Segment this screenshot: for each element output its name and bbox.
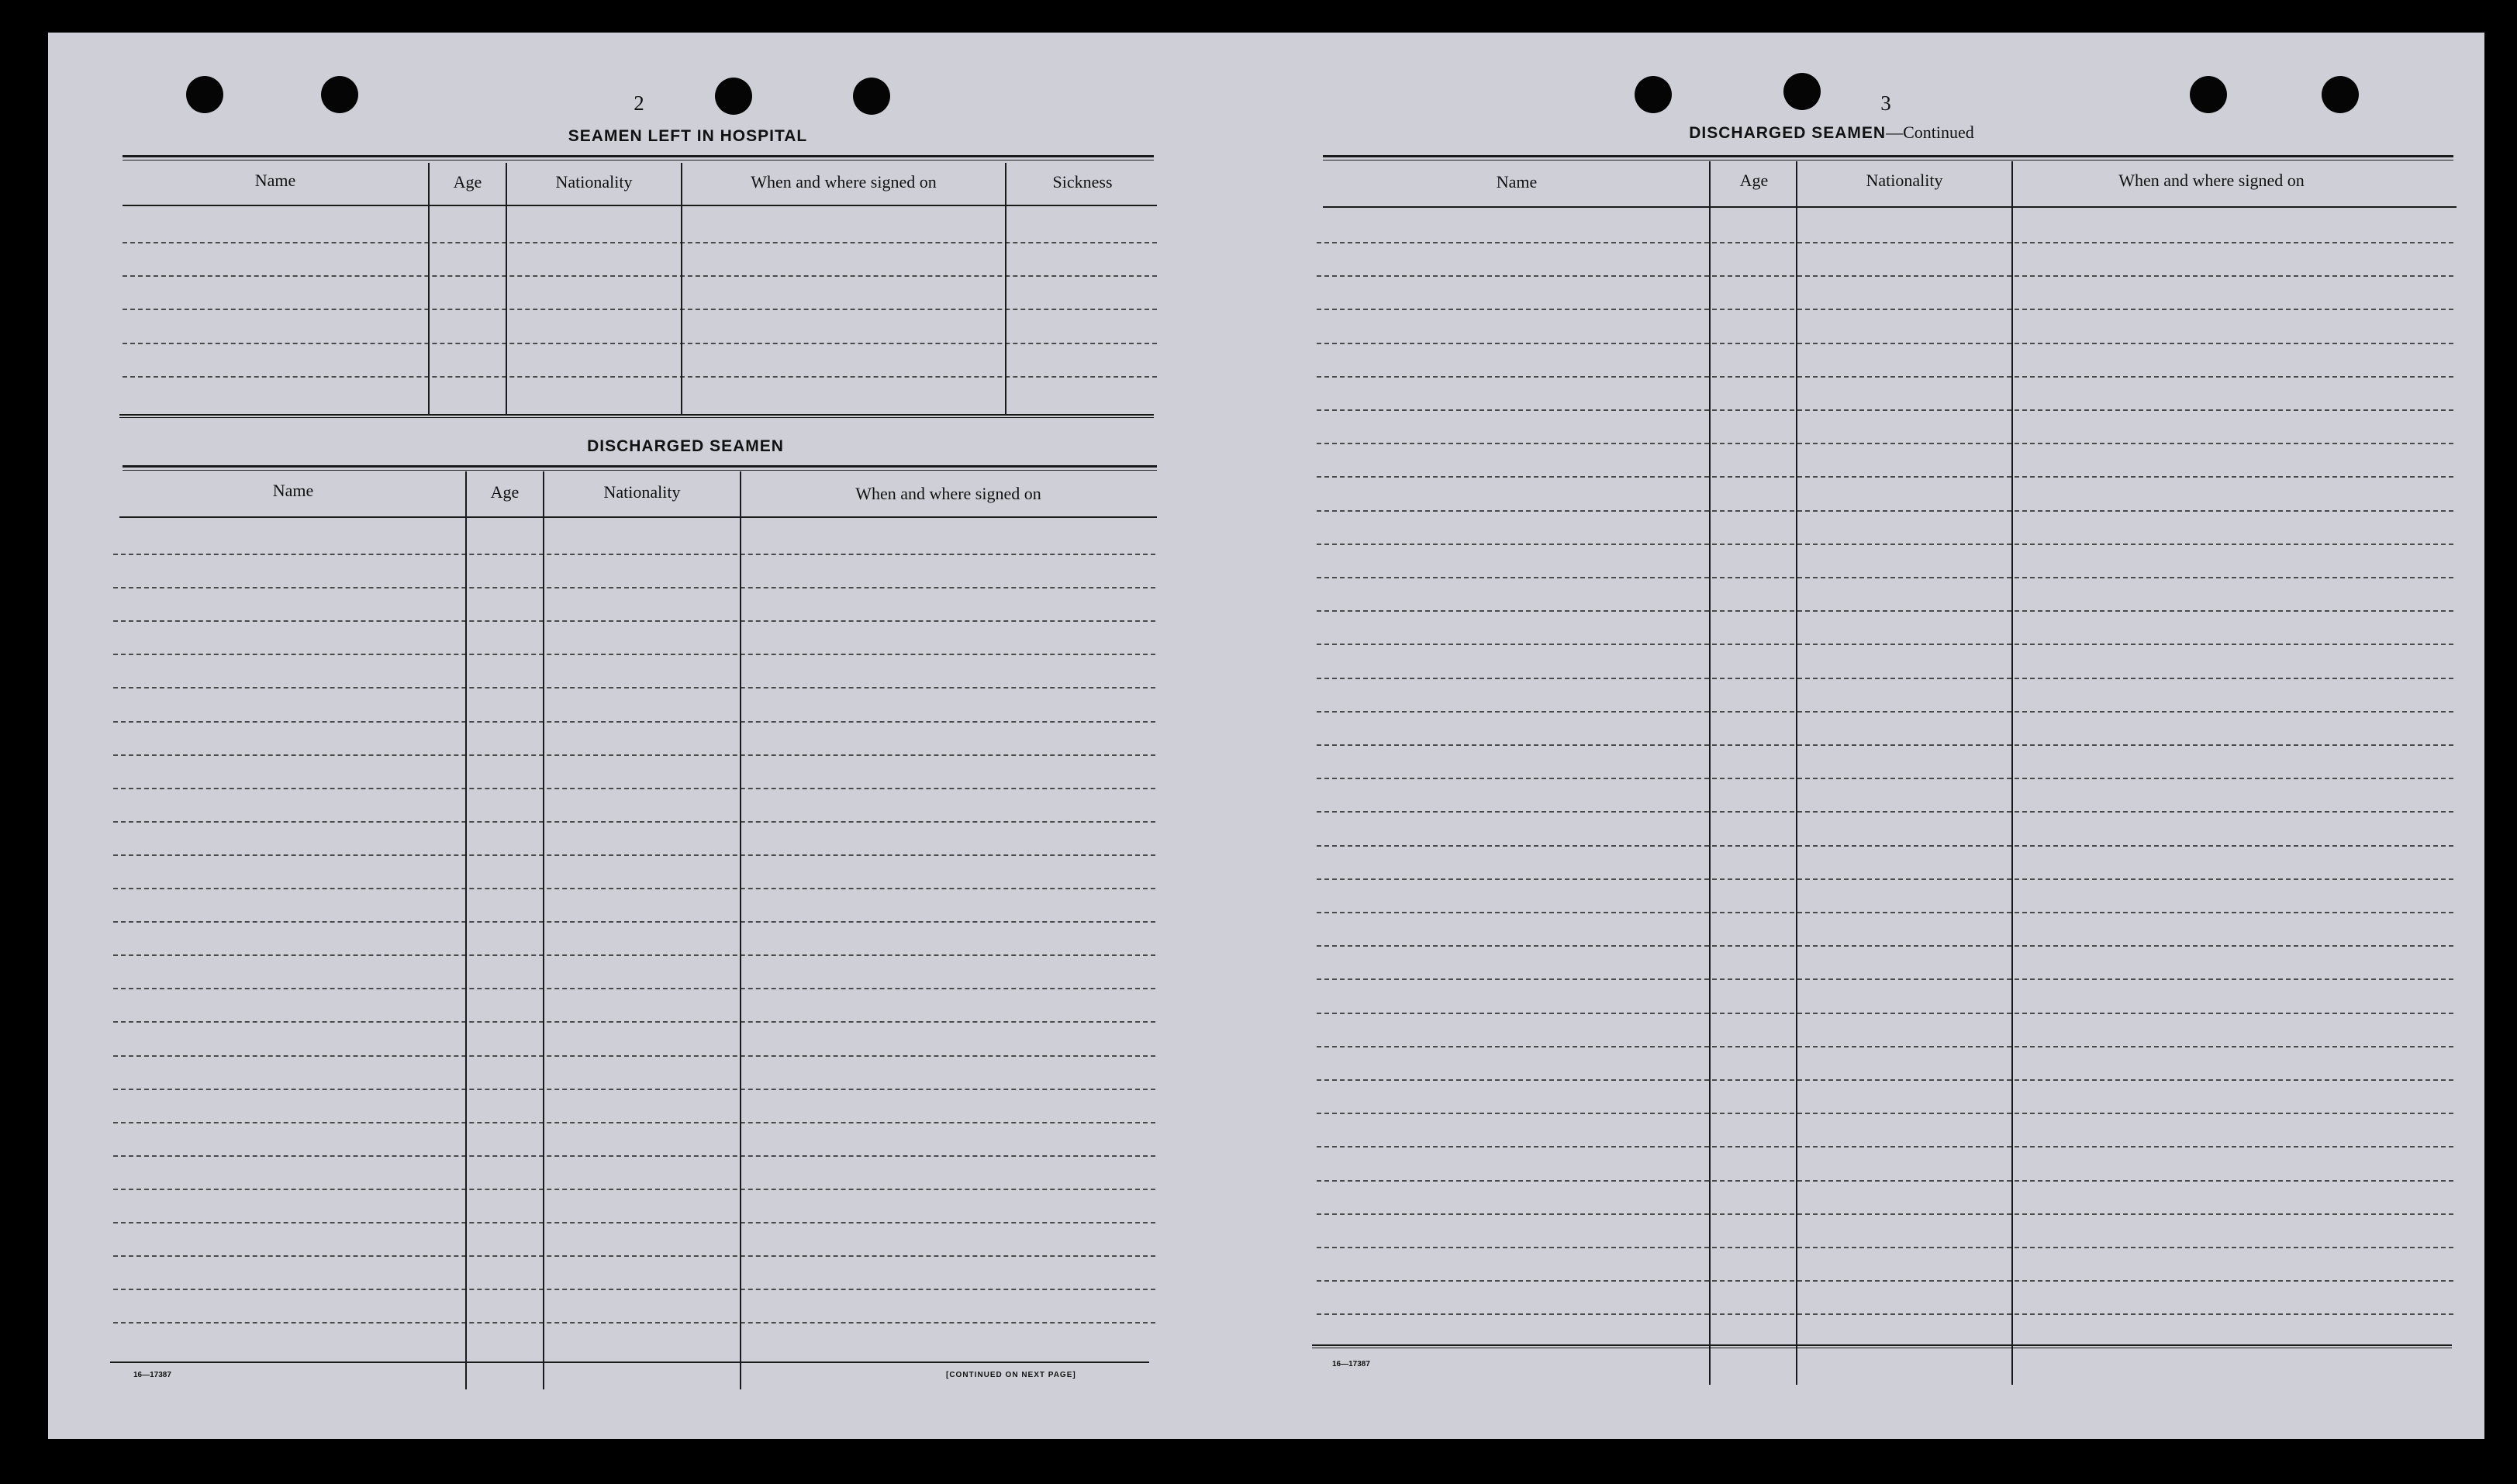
discharged-col-name: Name bbox=[272, 481, 314, 500]
punch-hole bbox=[2322, 76, 2359, 113]
right-col-name: Name bbox=[1496, 172, 1538, 192]
hospital-col-divider bbox=[1005, 163, 1006, 414]
table-row-line bbox=[1317, 845, 2453, 847]
table-row-line bbox=[113, 1189, 1155, 1190]
table-row-line bbox=[1317, 1046, 2453, 1047]
table-row-line bbox=[113, 1255, 1155, 1257]
table-row-line bbox=[1317, 343, 2453, 344]
table-row-line bbox=[1317, 510, 2453, 512]
table-row-line bbox=[1317, 778, 2453, 779]
table-row-line bbox=[1317, 1113, 2453, 1114]
table-row-line bbox=[113, 687, 1155, 689]
discharged-header-rule bbox=[119, 516, 1157, 518]
table-row-line bbox=[113, 821, 1155, 823]
table-row-line bbox=[113, 1222, 1155, 1223]
right-title-main: DISCHARGED SEAMEN bbox=[1689, 124, 1887, 142]
form-number-left: 16—17387 bbox=[133, 1371, 171, 1379]
table-row-line bbox=[1317, 610, 2453, 612]
table-row-line bbox=[1317, 678, 2453, 679]
continued-note: [CONTINUED ON NEXT PAGE] bbox=[946, 1371, 1076, 1379]
table-row-line bbox=[123, 275, 1157, 277]
table-row-line bbox=[1317, 577, 2453, 578]
table-row-line bbox=[113, 788, 1155, 789]
punch-hole bbox=[1783, 73, 1821, 110]
right-col-age: Age bbox=[1739, 171, 1769, 190]
discharged-col-divider bbox=[740, 471, 741, 1389]
page-number-right: 3 bbox=[1880, 91, 1891, 115]
right-bottom-rule bbox=[1312, 1344, 2452, 1346]
hospital-table-top-rule bbox=[123, 155, 1154, 160]
discharged-col-nationality: Nationality bbox=[603, 482, 681, 502]
right-col-signed-on: When and where signed on bbox=[2118, 171, 2305, 190]
table-row-line bbox=[113, 854, 1155, 856]
table-row-line bbox=[113, 954, 1155, 956]
table-row-line bbox=[113, 921, 1155, 923]
right-header-rule bbox=[1323, 206, 2457, 208]
discharged-col-divider bbox=[543, 471, 544, 1389]
table-row-line bbox=[1317, 443, 2453, 444]
hospital-col-nationality: Nationality bbox=[555, 172, 633, 192]
discharged-col-age: Age bbox=[490, 482, 520, 502]
table-row-line bbox=[1317, 878, 2453, 880]
discharged-col-divider bbox=[465, 471, 467, 1389]
right-col-divider bbox=[1796, 161, 1797, 1385]
table-row-line bbox=[113, 620, 1155, 622]
table-row-line bbox=[123, 309, 1157, 310]
table-row-line bbox=[123, 343, 1157, 344]
discharged-col-signed-on: When and where signed on bbox=[855, 484, 1041, 503]
hospital-col-divider bbox=[506, 163, 507, 414]
hospital-header-rule bbox=[123, 205, 1157, 206]
table-row-line bbox=[1317, 1079, 2453, 1081]
table-row-line bbox=[113, 721, 1155, 723]
hospital-bottom-rule bbox=[119, 414, 1154, 416]
page-number-left: 2 bbox=[634, 91, 644, 115]
document-page-spread bbox=[48, 33, 2484, 1439]
table-row-line bbox=[1317, 945, 2453, 947]
right-col-divider bbox=[2011, 161, 2013, 1385]
hospital-col-signed-on: When and where signed on bbox=[751, 172, 937, 192]
table-row-line bbox=[113, 587, 1155, 588]
table-row-line bbox=[113, 1021, 1155, 1023]
punch-hole bbox=[186, 76, 223, 113]
table-row-line bbox=[1317, 811, 2453, 813]
punch-hole bbox=[321, 76, 358, 113]
right-table-top-rule bbox=[1323, 155, 2453, 160]
table-row-line bbox=[113, 888, 1155, 889]
right-col-nationality: Nationality bbox=[1866, 171, 1943, 190]
table-row-line bbox=[1317, 1313, 2453, 1315]
table-row-line bbox=[1317, 978, 2453, 980]
right-page-title bbox=[1444, 123, 2219, 143]
table-row-line bbox=[123, 376, 1157, 378]
table-row-line bbox=[1317, 544, 2453, 545]
form-number-right: 16—17387 bbox=[1332, 1360, 1370, 1368]
table-row-line bbox=[1317, 1180, 2453, 1182]
table-row-line bbox=[1317, 376, 2453, 378]
table-row-line bbox=[1317, 1280, 2453, 1282]
table-row-line bbox=[1317, 711, 2453, 713]
table-row-line bbox=[113, 554, 1155, 555]
table-row-line bbox=[1317, 309, 2453, 310]
right-col-divider bbox=[1709, 161, 1711, 1385]
table-row-line bbox=[1317, 476, 2453, 478]
hospital-col-name: Name bbox=[254, 171, 296, 190]
table-row-line bbox=[113, 654, 1155, 655]
hospital-col-sickness: Sickness bbox=[1052, 172, 1113, 192]
punch-hole bbox=[2190, 76, 2227, 113]
hospital-bottom-rule-2 bbox=[119, 417, 1154, 418]
table-row-line bbox=[1317, 409, 2453, 411]
table-row-line bbox=[113, 1055, 1155, 1057]
discharged-table-top-rule bbox=[123, 465, 1157, 471]
table-row-line bbox=[1317, 275, 2453, 277]
hospital-col-divider bbox=[428, 163, 430, 414]
right-title-suffix: —Continued bbox=[1886, 123, 1974, 142]
hospital-table-title: SEAMEN LEFT IN HOSPITAL bbox=[568, 127, 808, 145]
table-row-line bbox=[1317, 644, 2453, 645]
discharged-bottom-rule bbox=[110, 1361, 1149, 1363]
table-row-line bbox=[1317, 1013, 2453, 1014]
punch-hole bbox=[1635, 76, 1672, 113]
hospital-col-divider bbox=[681, 163, 682, 414]
punch-hole bbox=[715, 78, 752, 115]
table-row-line bbox=[1317, 1247, 2453, 1248]
table-row-line bbox=[113, 1289, 1155, 1290]
table-row-line bbox=[1317, 1146, 2453, 1148]
hospital-col-age: Age bbox=[453, 172, 482, 192]
table-row-line bbox=[1317, 1213, 2453, 1215]
table-row-line bbox=[123, 242, 1157, 243]
punch-hole bbox=[853, 78, 890, 115]
table-row-line bbox=[113, 1322, 1155, 1324]
table-row-line bbox=[113, 1122, 1155, 1123]
table-row-line bbox=[113, 1155, 1155, 1157]
table-row-line bbox=[113, 1089, 1155, 1090]
table-row-line bbox=[1317, 744, 2453, 746]
table-row-line bbox=[1317, 912, 2453, 913]
table-row-line bbox=[113, 754, 1155, 756]
discharged-table-title: DISCHARGED SEAMEN bbox=[587, 437, 784, 455]
table-row-line bbox=[1317, 242, 2453, 243]
table-row-line bbox=[113, 988, 1155, 989]
